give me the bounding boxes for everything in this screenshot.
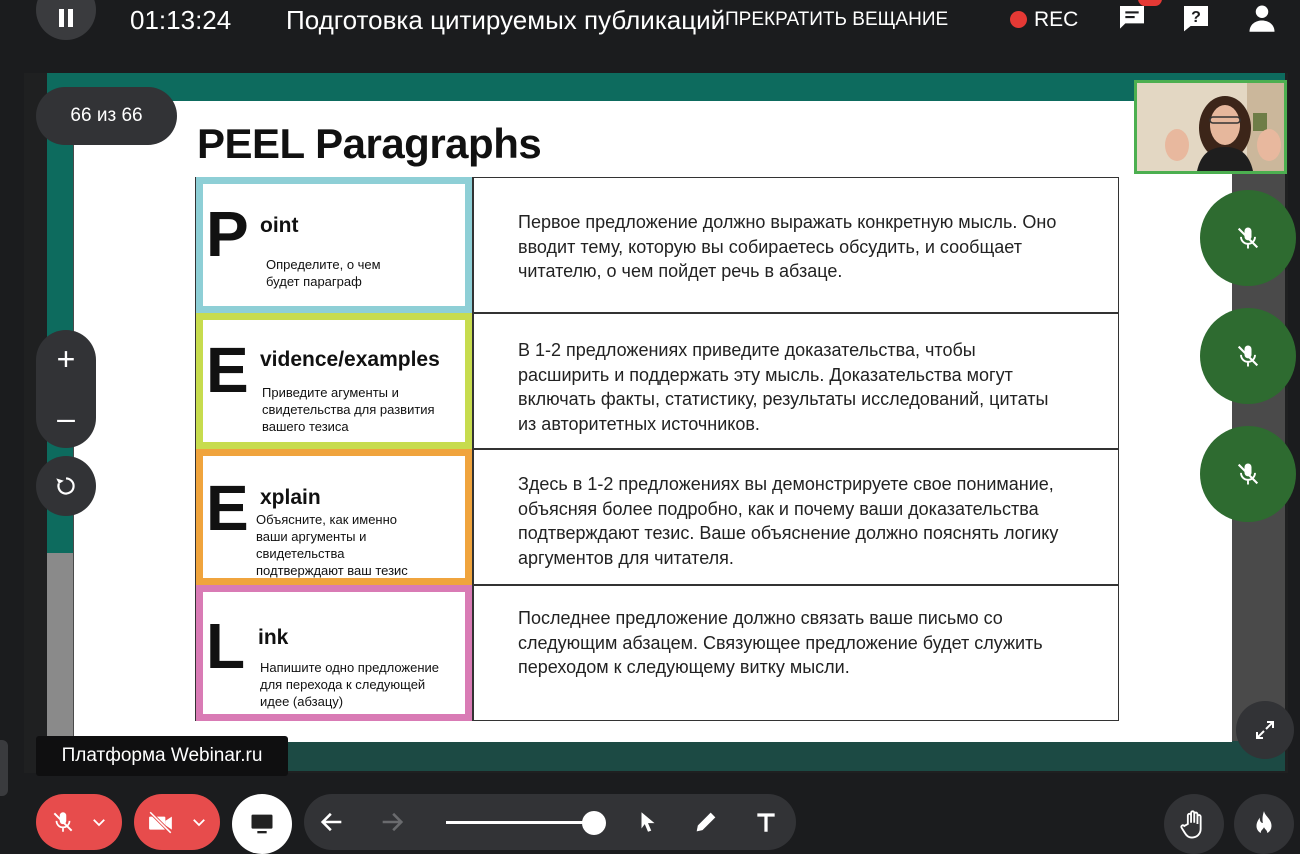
reset-icon xyxy=(53,473,79,499)
peel-hint: Определите, о чем будет параграф xyxy=(266,257,381,289)
peel-hint: Приведите агументы и свидетельства для развития вашего тезиса xyxy=(262,385,435,434)
slide-progress-track[interactable] xyxy=(446,821,596,824)
pause-icon xyxy=(57,9,75,32)
platform-label: Платформа Webinar.ru xyxy=(36,736,288,776)
record-dot-icon xyxy=(1010,11,1027,28)
peel-hint: Объясните, как именно ваши аргументы и свидетельства подтверждают ваш тезис xyxy=(256,512,408,578)
speaker-video[interactable] xyxy=(1134,80,1287,174)
chat-badge xyxy=(1138,0,1162,6)
recording-indicator xyxy=(1010,8,1078,32)
speaker-video-frame xyxy=(1137,83,1284,171)
peel-word: ink xyxy=(258,626,289,649)
prev-slide-button[interactable] xyxy=(316,806,348,838)
reactions-button[interactable] xyxy=(1234,794,1294,854)
peel-hint: Напишите одно предложение для перехода к следующей идее (абзацу) xyxy=(260,660,440,709)
broadcast-timer: 01:13:24 xyxy=(130,5,232,35)
arrow-left-icon xyxy=(318,808,346,836)
peel-term-cell xyxy=(196,313,472,449)
table-row xyxy=(195,449,1118,585)
peel-letter: L xyxy=(206,610,246,682)
peel-term-cell xyxy=(196,177,472,313)
mic-off-icon xyxy=(1234,342,1262,370)
mic-off-icon xyxy=(50,809,76,835)
camera-off-icon xyxy=(146,809,176,835)
peel-description: Здесь в 1-2 предложениях вы демонстрируете свое понимание, объясняя более подробно, как и почему ваши доказательства подтверждают тезис. Ваше объяснение должно пояснять логику аргументов для читателя. xyxy=(518,474,1059,568)
next-slide-button[interactable] xyxy=(376,806,408,838)
chevron-down-icon[interactable] xyxy=(90,813,108,831)
zoom-in-button[interactable]: + xyxy=(56,341,76,377)
fire-icon xyxy=(1251,809,1277,839)
monitor-icon xyxy=(247,810,277,838)
text-icon xyxy=(753,809,779,835)
table-row xyxy=(195,313,1118,449)
peel-description-cell xyxy=(472,177,1119,313)
microphone-toggle[interactable] xyxy=(36,794,122,850)
pencil-icon xyxy=(692,808,720,836)
slide-progress-handle[interactable] xyxy=(582,811,606,835)
rec-label: REC xyxy=(1034,8,1079,31)
peel-term-cell xyxy=(196,585,472,721)
raise-hand-button[interactable] xyxy=(1164,794,1224,854)
expand-icon xyxy=(1253,718,1277,742)
fullscreen-button[interactable] xyxy=(1236,701,1294,759)
peel-letter: E xyxy=(206,334,249,406)
mic-off-icon xyxy=(1234,460,1262,488)
top-bar xyxy=(0,0,1300,40)
peel-description: В 1-2 предложениях приведите доказательства, чтобы расширить и поддержать эту мысль. Доказательства могут включать факты, статистику, результаты исследований, цитаты из авторитетных источников. xyxy=(518,340,1049,434)
text-tool[interactable] xyxy=(750,806,782,838)
arrow-right-icon xyxy=(378,808,406,836)
chevron-down-icon[interactable] xyxy=(190,813,208,831)
participant-muted-tile[interactable] xyxy=(1200,308,1296,404)
hand-icon xyxy=(1179,808,1209,840)
pen-tool[interactable] xyxy=(690,806,722,838)
peel-description: Последнее предложение должно связать ваше письмо со следующим абзацем. Связующее предложение будет служить переходом к следующему витку мысли. xyxy=(518,608,1043,677)
peel-description: Первое предложение должно выражать конкретную мысль. Оно вводит тему, которую вы собираетесь обсудить, и сообщает читателю, о чем пойдет речь в абзаце. xyxy=(518,212,1057,281)
peel-description-cell xyxy=(472,449,1119,585)
help-icon[interactable] xyxy=(1178,0,1214,36)
peel-word: xplain xyxy=(260,486,321,509)
pause-button[interactable] xyxy=(36,0,96,40)
peel-description-cell xyxy=(472,585,1119,721)
peel-term-cell xyxy=(196,449,472,585)
presentation-toolbar xyxy=(304,794,796,850)
reset-zoom-button[interactable] xyxy=(36,456,96,516)
table-row xyxy=(195,177,1118,313)
stop-broadcast-button[interactable]: ПРЕКРАТИТЬ ВЕЩАНИЕ xyxy=(725,9,949,30)
screen-share-button[interactable] xyxy=(232,794,292,854)
peel-description-cell xyxy=(472,313,1119,449)
peel-word: oint xyxy=(260,214,299,237)
participant-muted-tile[interactable] xyxy=(1200,426,1296,522)
peel-word: vidence/examples xyxy=(260,348,440,371)
peel-letter: P xyxy=(206,198,249,270)
user-icon[interactable] xyxy=(1244,0,1280,36)
mic-off-icon xyxy=(1234,224,1262,252)
svg-text:?: ? xyxy=(1191,9,1201,26)
zoom-out-button[interactable]: – xyxy=(57,400,75,436)
participant-muted-tile[interactable] xyxy=(1200,190,1296,286)
bottom-toolbar xyxy=(0,780,1300,850)
camera-toggle[interactable] xyxy=(134,794,220,850)
table-row xyxy=(195,585,1118,721)
cursor-icon xyxy=(635,808,661,836)
slide-counter: 66 из 66 xyxy=(36,87,177,145)
webinar-title: Подготовка цитируемых публикаций xyxy=(286,5,726,35)
zoom-controls xyxy=(36,330,96,448)
slide-title: PEEL Paragraphs xyxy=(197,120,542,167)
pointer-tool[interactable] xyxy=(632,806,664,838)
peel-letter: E xyxy=(206,472,249,544)
